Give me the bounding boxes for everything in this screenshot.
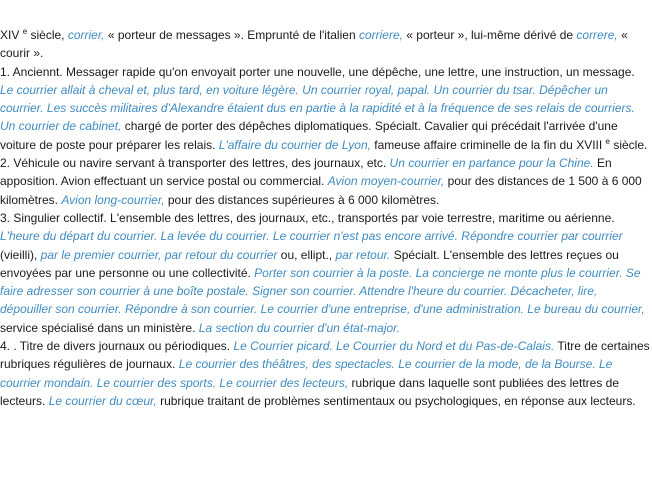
example-text: L'heure du départ du courrier. La levée du courrier. Le courrier n'est pas encore arrivé. Répondre courrier par courrier xyxy=(0,229,623,244)
superscript: e xyxy=(22,27,28,36)
definition-text: 1. Anciennt. Messager rapide qu'on envoyait porter une nouvelle, une dépêche, une lettre, une instruction, un message. xyxy=(0,64,635,79)
example-text: par retour. xyxy=(335,247,391,262)
definition-text: siècle, xyxy=(27,28,68,42)
definition-text: service spécialisé dans un ministère. xyxy=(0,320,199,335)
example-text: Porter son courrier à la poste. La concierge ne monte plus le courrier. Se faire adresser son courrier à une boîte postale. Signer son courrier. Attendre l'heure du courrier. Décacheter, lire, dépouiller son courrier. Répondre à son courrier. Le courrier d'une entreprise, d'une administration. Le bureau du courrier, xyxy=(0,265,645,317)
entry-paragraph-sense-3 xyxy=(0,209,650,337)
entry-paragraph-sense-1 xyxy=(0,63,650,154)
entry-paragraph-sense-4 xyxy=(0,337,650,410)
definition-text: « porteur de messages ». Emprunté de l'italien xyxy=(104,28,359,42)
superscript: e xyxy=(605,136,610,146)
example-text: Avion long-courrier, xyxy=(61,192,165,207)
definition-text: 2. Véhicule ou navire servant à transporter des lettres, des journaux, etc. xyxy=(0,156,390,171)
definition-text: « porteur », lui-même dérivé de xyxy=(402,28,577,42)
definition-text: siècle. xyxy=(609,137,648,152)
definition-text: pour des distances supérieures à 6 000 kilomètres. xyxy=(164,192,440,207)
definition-text: rubrique traitant de problèmes sentimentaux ou psychologiques, en réponse aux lecteurs. xyxy=(156,393,636,408)
definition-text: chargé de porter des dépêches diplomatiques. Spécialt. Cavalier qui précédait l'arrivée d'une voiture de poste pour préparer les relais. xyxy=(0,119,618,152)
example-text: correre, xyxy=(576,28,618,42)
example-text: Le courrier allait à cheval et, plus tard, en voiture légère. Un courrier royal, papal. Un courrier du tsar. Dépêcher un courrier. Les succès militaires d'Alexandre étaient dus en partie à la rapidité et à la fréquence de ses relais de courriers. Un courrier de cabinet, xyxy=(0,82,635,134)
definition-text: Titre de certaines rubriques régulières de journaux. xyxy=(0,339,650,372)
example-text: corriere, xyxy=(358,28,403,42)
example-text: Le Courrier picard. Le Courrier du Nord et du Pas-de-Calais. xyxy=(233,339,555,354)
definition-text: rubrique dans laquelle sont publiées des lettres de lecteurs. xyxy=(0,375,619,408)
definition-text: 4. . Titre de divers journaux ou périodiques. xyxy=(0,339,234,354)
entry-paragraph-etymology xyxy=(0,26,650,63)
example-text: Le courrier des théâtres, des spectacles. Le courrier de la mode, de la Bourse. Le courrier mondain. Le courrier des sports. Le courrier des lecteurs, xyxy=(0,357,613,390)
example-text: L'affaire du courrier de Lyon, xyxy=(218,137,371,152)
definition-text: fameuse affaire criminelle de la fin du XVIII xyxy=(370,137,606,152)
dictionary-entry xyxy=(0,26,650,410)
definition-text: Spécialt. L'ensemble des lettres reçues ou envoyées par une personne ou une collectivité. xyxy=(0,247,619,280)
example-text: Le courrier du cœur, xyxy=(48,393,157,408)
definition-text: XIV xyxy=(0,28,23,42)
example-text: corrier, xyxy=(67,28,105,42)
entry-paragraph-sense-2 xyxy=(0,154,650,209)
definition-text: En apposition. Avion effectuant un service postal ou commercial. xyxy=(0,156,612,189)
example-text: par le premier courrier, par retour du courrier xyxy=(40,247,278,262)
definition-text: (vieilli), xyxy=(0,247,41,262)
example-text: Avion moyen-courrier, xyxy=(327,174,445,189)
definition-text: 3. Singulier collectif. L'ensemble des lettres, des journaux, etc., transportés par voie terrestre, maritime ou aérienne. xyxy=(0,210,615,225)
definition-text: « courir ». xyxy=(0,28,628,61)
example-text: La section du courrier d'un état-major. xyxy=(198,320,401,335)
definition-text: ou, ellipt., xyxy=(277,247,336,262)
definition-text: pour des distances de 1 500 à 6 000 kilomètres. xyxy=(0,174,642,207)
example-text: Un courrier en partance pour la Chine. xyxy=(389,156,594,171)
